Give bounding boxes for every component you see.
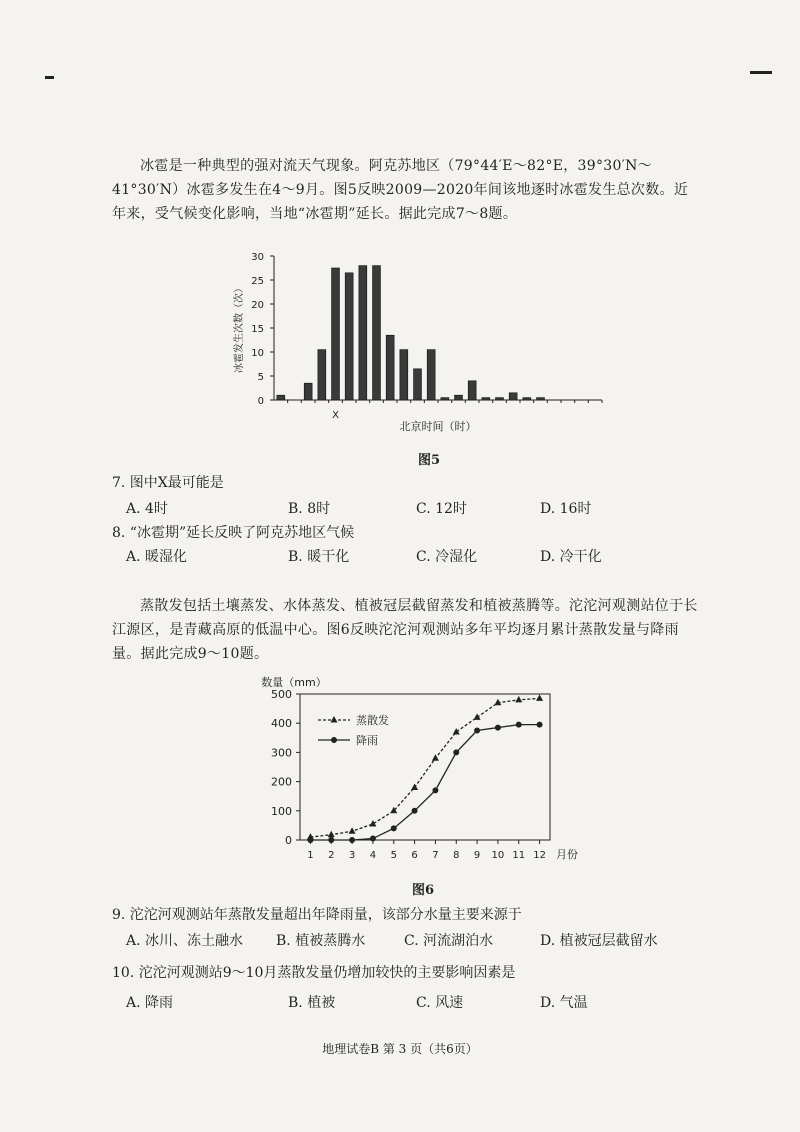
bar [427, 350, 435, 400]
figure-5-caption: 图5 [418, 453, 441, 468]
bar [373, 266, 381, 400]
data-point [453, 728, 460, 735]
bar [455, 395, 463, 400]
y-tick-label: 200 [271, 775, 292, 789]
question-8-stem: 8. “冰雹期”延长反映了阿克苏地区气候 [112, 525, 355, 541]
data-point [328, 837, 334, 843]
question-10-stem: 10. 沱沱河观测站9～10月蒸散发量仍增加较快的主要影响因素是 [112, 965, 516, 981]
bar [482, 398, 490, 400]
question-8-option-a[interactable]: A. 暖湿化 [126, 549, 188, 565]
data-point [370, 836, 376, 842]
passage-evapotranspiration: 蒸散发包括土壤蒸发、水体蒸发、植被冠层截留蒸发和植被蒸腾等。沱沱河观测站位于长江源区，是青藏高原的低温中心。图6反映沱沱河观测站多年平均逐月累计蒸散发量与降雨量。据此完成9～10题。 [112, 598, 698, 662]
legend-marker [331, 737, 337, 743]
bar [468, 381, 476, 400]
corner-mark-right [750, 71, 772, 74]
y-tick-label: 0 [285, 834, 292, 847]
question-9-option-a[interactable]: A. 冰川、冻土融水 [126, 933, 244, 949]
question-7-option-d[interactable]: D. 16时 [540, 501, 592, 517]
bar [359, 266, 367, 400]
question-8-option-b[interactable]: B. 暖干化 [288, 549, 350, 565]
y-tick-label: 100 [271, 804, 292, 818]
figure-5-bar-chart [220, 240, 620, 440]
bar [277, 395, 285, 400]
bar [332, 268, 340, 400]
data-point [369, 820, 376, 827]
bar [523, 398, 531, 400]
y-tick-label: 10 [251, 348, 264, 359]
data-point [349, 837, 355, 843]
bar [345, 273, 353, 400]
page-footer: 地理试卷B 第 3 页（共6页） [322, 1042, 478, 1056]
question-9-options [126, 930, 726, 950]
y-tick-label: 400 [271, 717, 292, 731]
data-point [432, 787, 438, 793]
x-tick-label: 3 [348, 850, 356, 861]
question-9-option-b[interactable]: B. 植被蒸腾水 [276, 933, 366, 949]
data-point [391, 825, 397, 831]
legend-label: 降雨 [356, 734, 378, 747]
question-8-options [126, 546, 726, 566]
bar [318, 350, 326, 400]
data-point [515, 696, 522, 703]
y-tick-label: 500 [271, 688, 292, 701]
y-axis-label: 冰雹发生次数（次） [234, 283, 245, 373]
x-tick-label: 6 [411, 850, 418, 861]
question-7-option-a[interactable]: A. 4时 [126, 501, 168, 517]
data-point [411, 783, 418, 790]
data-point [495, 725, 501, 731]
question-10-option-c[interactable]: C. 风速 [416, 995, 464, 1011]
data-point [474, 713, 481, 720]
question-7-option-c[interactable]: C. 12时 [416, 501, 467, 517]
x-tick-label: 7 [432, 850, 439, 861]
x-tick-label: 8 [453, 850, 460, 861]
figure-6-caption: 图6 [412, 883, 435, 898]
x-tick-label: 4 [369, 850, 377, 861]
data-point [516, 722, 522, 728]
corner-mark-left [45, 76, 54, 79]
series-line-rainfall [310, 725, 539, 840]
plot-frame [300, 694, 550, 840]
bar [537, 398, 545, 400]
x-tick-label: 10 [491, 850, 505, 861]
question-7-option-b[interactable]: B. 8时 [288, 501, 331, 517]
legend-marker [331, 716, 338, 723]
x-tick-label: 12 [533, 850, 546, 861]
x-tick-label: 2 [328, 850, 335, 861]
bar [509, 393, 517, 400]
data-point [474, 728, 480, 734]
bar [441, 398, 449, 400]
question-8-option-d[interactable]: D. 冷干化 [540, 549, 602, 565]
x-axis-label: 月份 [556, 848, 578, 861]
question-9-option-c[interactable]: C. 河流湖泊水 [404, 933, 494, 949]
x-tick-label: 5 [390, 850, 397, 861]
question-9-stem: 9. 沱沱河观测站年蒸散发量超出年降雨量，该部分水量主要来源于 [112, 907, 522, 923]
y-tick-label: 0 [257, 396, 264, 407]
data-point [537, 722, 543, 728]
data-point [432, 754, 439, 761]
data-point [307, 837, 313, 843]
question-9-option-d[interactable]: D. 植被冠层截留水 [540, 933, 658, 949]
bar [386, 335, 394, 400]
legend-label: 蒸散发 [356, 714, 389, 727]
data-point [536, 694, 543, 701]
x-axis-label: 北京时间（时） [399, 420, 477, 433]
question-10-option-b[interactable]: B. 植被 [288, 995, 336, 1011]
passage-hail: 冰雹是一种典型的强对流天气现象。阿克苏地区（79°44′E～82°E，39°30′N～41°30′N）冰雹多发生在4～9月。图5反映2009—2020年间该地逐时冰雹发生总次数。近年来，受气候变化影响，当地“冰雹期”延长。据此完成7～8题。 [112, 158, 689, 222]
x-tick-label: 11 [512, 850, 526, 861]
y-tick-label: 5 [257, 372, 264, 383]
x-tick-label: X [332, 410, 339, 421]
y-tick-label: 30 [251, 252, 264, 263]
question-10-option-a[interactable]: A. 降雨 [126, 995, 174, 1011]
question-8-option-c[interactable]: C. 冷湿化 [416, 549, 478, 565]
data-point [453, 749, 459, 755]
y-tick-label: 25 [251, 276, 264, 287]
figure-6-line-chart [260, 672, 590, 872]
series-line-evapotranspiration [310, 698, 539, 837]
data-point [349, 827, 356, 834]
bar [496, 398, 504, 400]
question-7-options [126, 498, 726, 518]
y-axis-label: 数量（mm） [261, 676, 327, 689]
bar [304, 383, 312, 400]
question-10-options [126, 992, 726, 1012]
y-tick-label: 15 [251, 324, 264, 335]
bar [400, 350, 408, 400]
data-point [328, 831, 335, 838]
bar [414, 369, 422, 400]
data-point [412, 808, 418, 814]
y-tick-label: 300 [271, 746, 292, 760]
x-tick-label: 9 [473, 850, 481, 861]
question-10-option-d[interactable]: D. 气温 [540, 995, 588, 1011]
y-tick-label: 20 [251, 300, 264, 311]
x-tick-label: 1 [307, 850, 314, 861]
question-7-stem: 7. 图中X最可能是 [112, 475, 224, 491]
